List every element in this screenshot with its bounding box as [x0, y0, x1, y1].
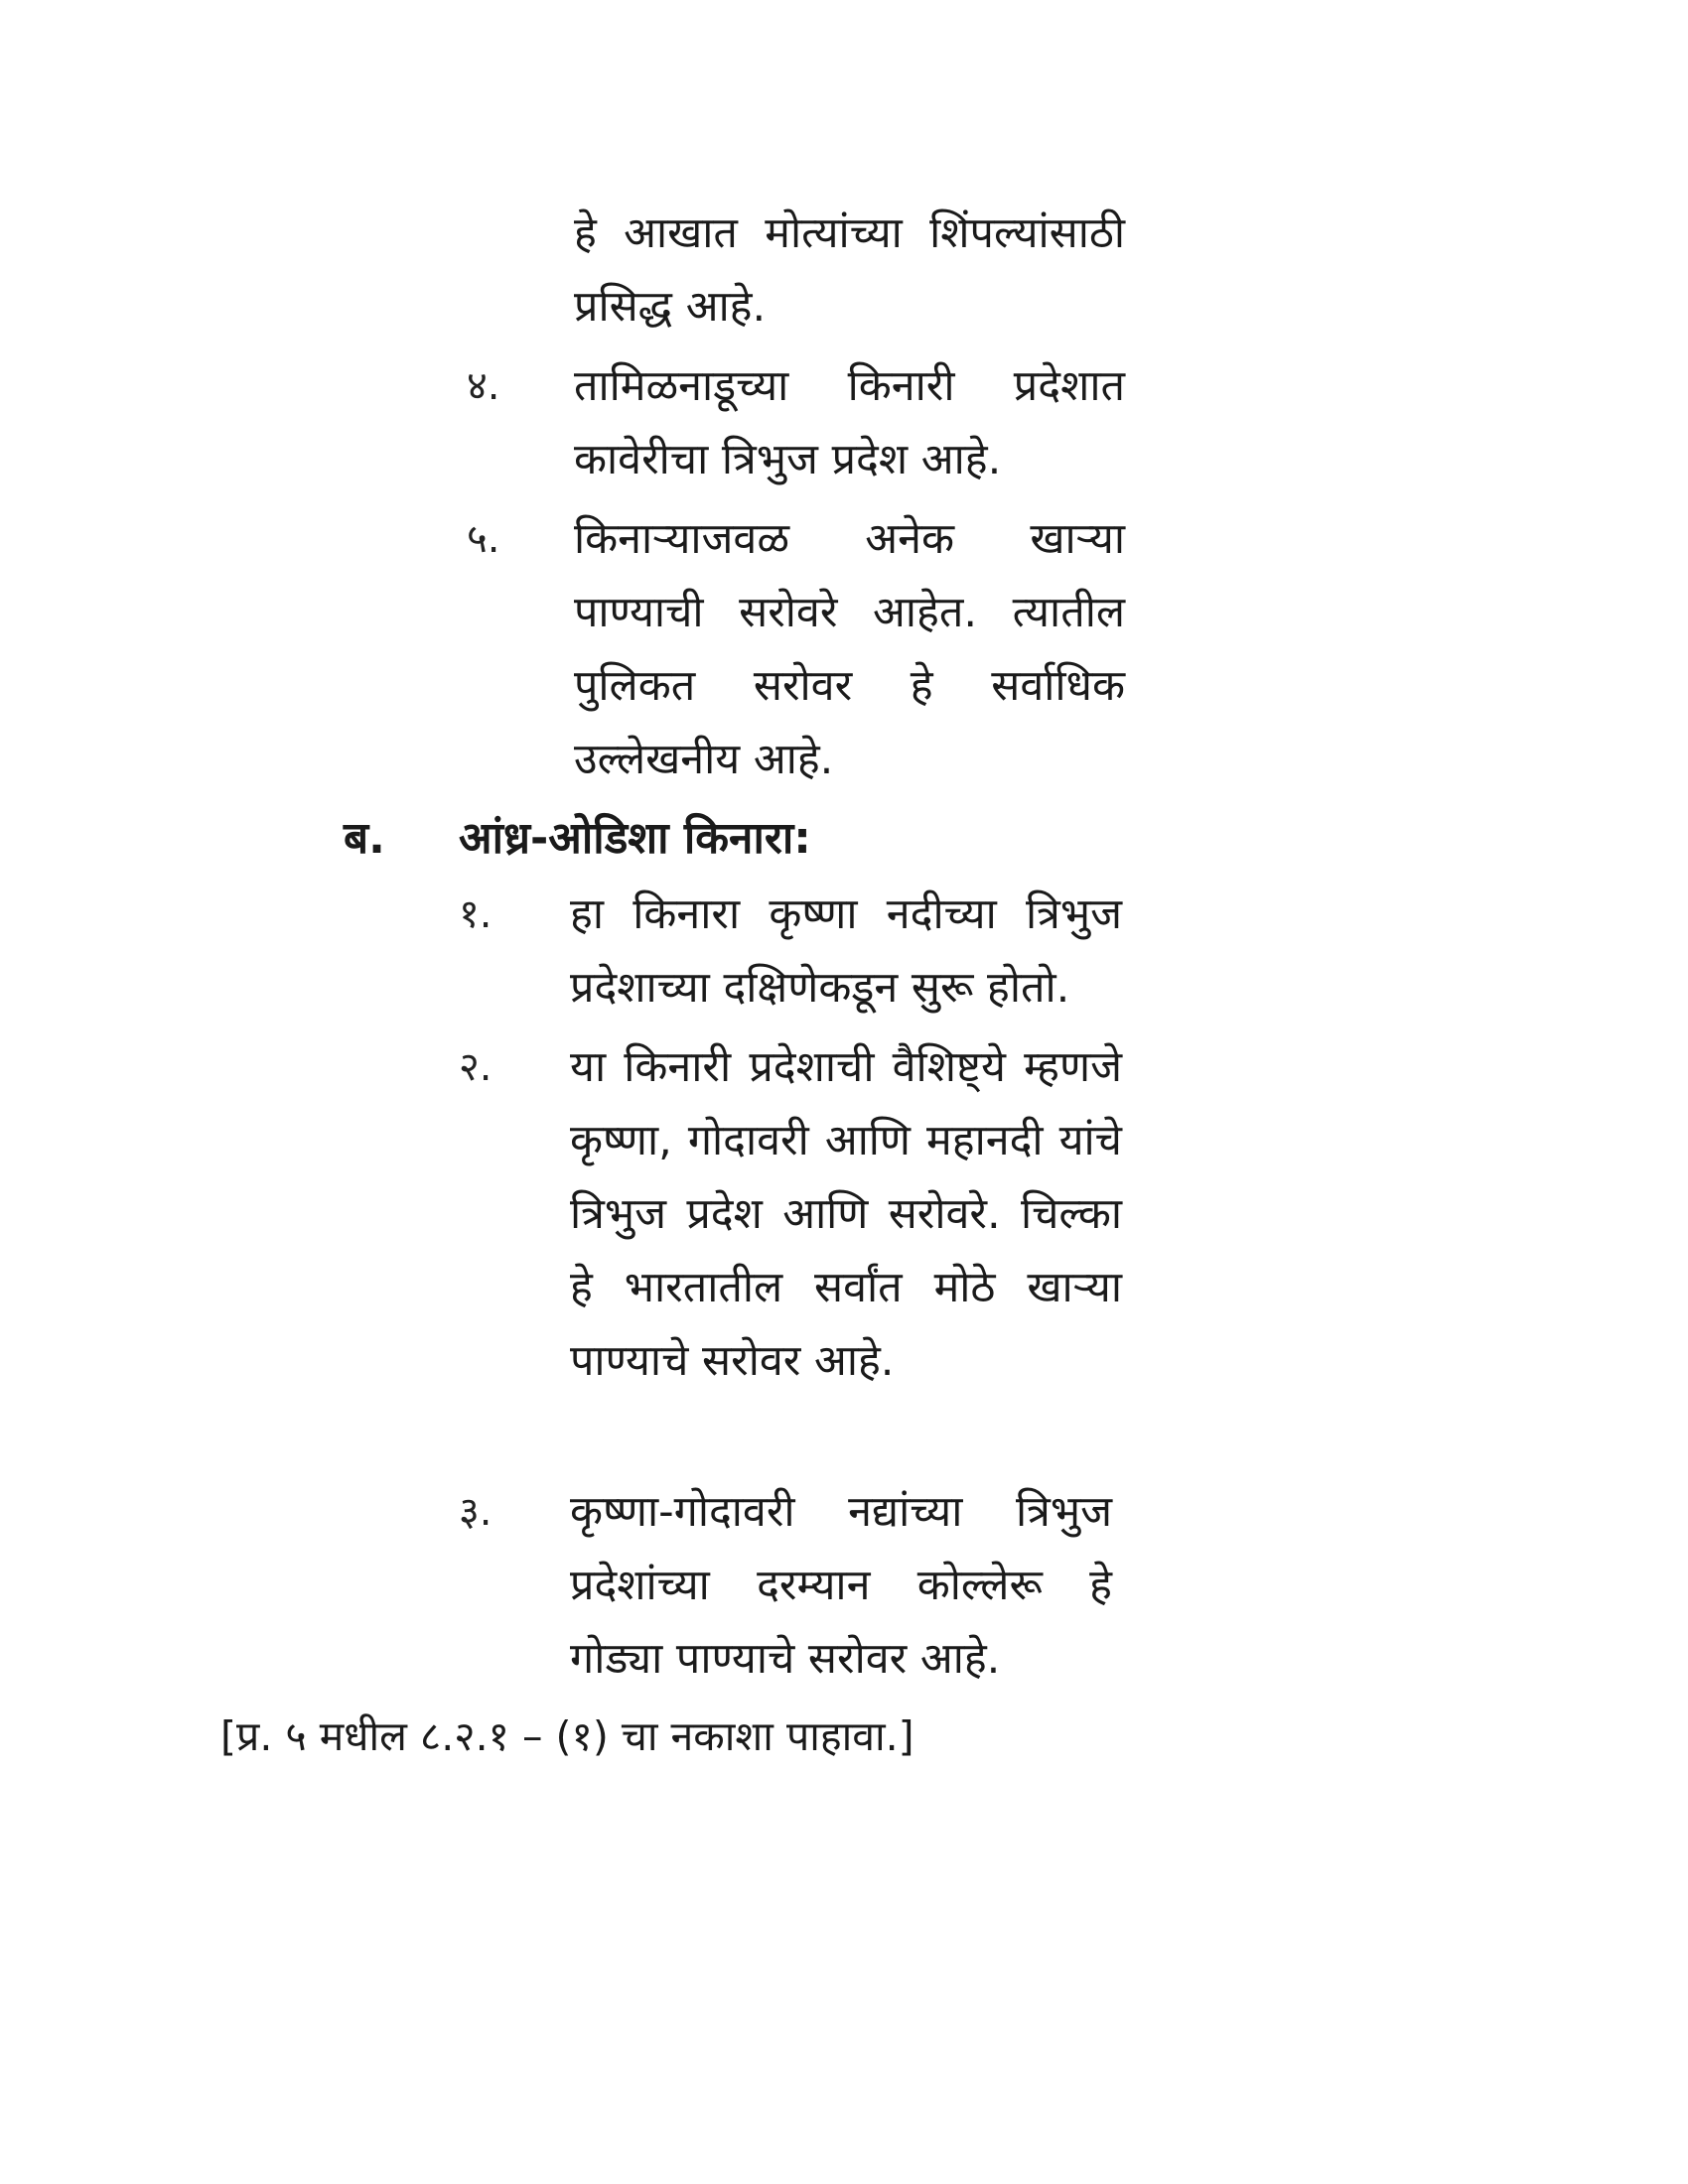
section-b-item-1-number: १.	[459, 891, 492, 937]
section-b-item-2-text: या किनारी प्रदेशाची वैशिष्ट्ये म्हणजे कृष्णा, गोदावरी आणि महानदी यांचे त्रिभुज प्रदेश आणि सरोवरे. चिल्का हे भारतातील सर्वांत मोठे खाऱ्या पाण्याचे सरोवर आहे.	[570, 1042, 1122, 1386]
item-4-number: ४.	[467, 363, 500, 409]
section-b-item-3-text: कृष्णा-गोदावरी नद्यांच्या त्रिभुज प्रदेशांच्या दरम्यान कोल्लेरू हे गोड्या पाण्याचे सरोवर आहे.	[570, 1487, 1112, 1684]
section-b-item-2-number: २.	[459, 1044, 492, 1090]
section-b-item-3-number: ३.	[459, 1489, 492, 1535]
item-5-text: किनाऱ्याजवळ अनेक खाऱ्या पाण्याची सरोवरे आहेत. त्यातील पुलिकत सरोवर हे सर्वाधिक उल्लेखनीय आहे.	[574, 514, 1125, 784]
item-5-number: ५.	[467, 516, 500, 562]
section-b-title: आंध्र-ओडिशा किनारा:	[459, 813, 811, 864]
section-b-marker: ब.	[344, 813, 385, 864]
item-3-continued-text: हे आखात मोत्यांच्या शिंपल्यांसाठी प्रसिद्ध आहे.	[574, 208, 1125, 332]
section-b-item-1-text: हा किनारा कृष्णा नदीच्या त्रिभुज प्रदेशाच्या दक्षिणेकडून सुरू होतो.	[570, 889, 1122, 1013]
map-reference-note: [प्र. ५ मधील ८.२.१ – (१) चा नकाशा पाहावा.]	[220, 1712, 914, 1760]
item-4-text: तामिळनाडूच्या किनारी प्रदेशात कावेरीचा त्रिभुज प्रदेश आहे.	[574, 361, 1125, 484]
